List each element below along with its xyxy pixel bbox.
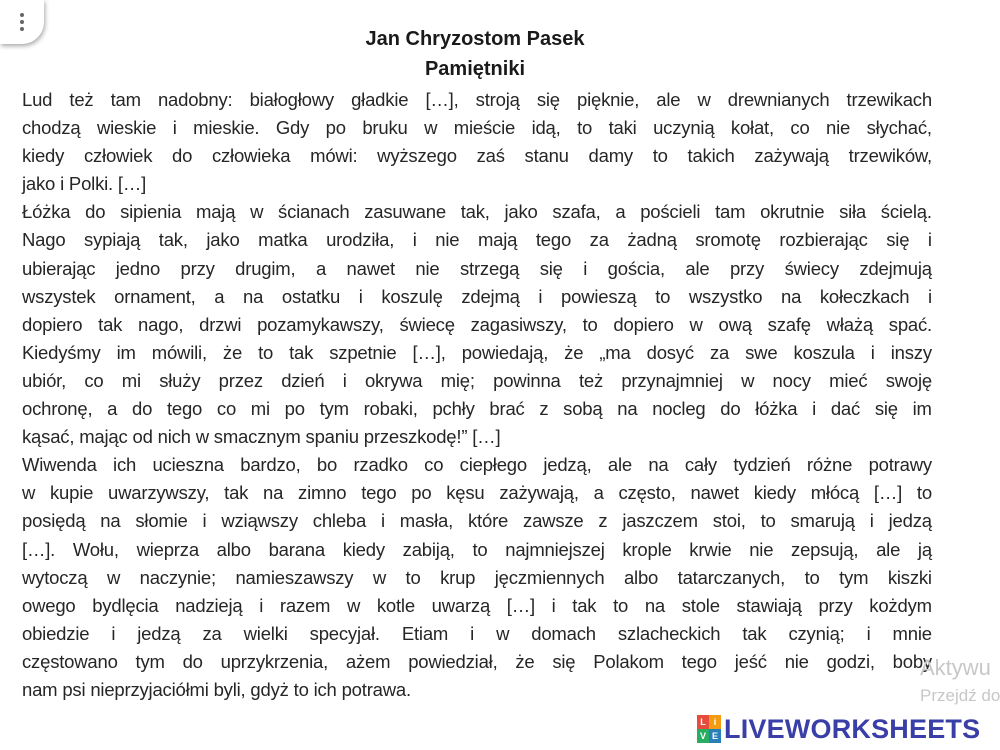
- text-line: w kupie uwarzywszy, tak na zimno tego po kęsu zażywają, a często, nawet kiedy młócą […] to: [22, 482, 932, 504]
- text-line: częstowano tym do uprzykrzenia, ażem powiedział, że się Polakom tego jeść nie godzi, boby: [22, 650, 932, 672]
- text-line: ubiór, co mi służy przez dzień i okrywa mię; powinna też przynajmniej w nocy mieć swoję: [22, 369, 932, 391]
- text-line: kąsać, mając od nich w smacznym spaniu przeszkodę!” […]: [22, 426, 501, 448]
- activation-watermark-line2: Przejdź do: [920, 686, 1000, 705]
- text-line: dopiero tak nago, drzwi pozamykawszy, świecę zagasiwszy, to dopiero w ową szafę włażą spać.: [22, 313, 932, 335]
- memoir-excerpt: [22, 86, 932, 704]
- text-line: Nago sypiają tak, jako matka urodziła, i nie mają tego za żadną sromotę rozbierając się i: [22, 229, 932, 251]
- text-line: owego bydlęcia nadzieją i razem w kotle uwarzą […] i tak to na stole stawiają przy kożdym: [22, 594, 932, 616]
- text-line: wszystek ornament, a na ostatku i koszulę zdejmą i powieszą to wszystko na kołeczkach i: [22, 285, 932, 307]
- text-line: ochronę, a do tego co mi po tym robaki, pchły brać z sobą na nocleg do łóżka i dać się im: [22, 398, 932, 420]
- logo-icon-tile: E: [709, 729, 721, 743]
- text-line: nam psi nieprzyjaciółmi byli, gdyż to ich potrawa.: [22, 678, 411, 700]
- author-heading: Jan Chryzostom Pasek: [365, 28, 585, 50]
- text-line: ubierając jedno przy drugim, a nawet nie strzegą się i gościa, ale przy świecy zdejmują: [22, 257, 932, 279]
- text-line: […]. Wołu, wieprza albo barana kiedy zabiją, to najmniejszej krople krwie nie zepsują, ale ją: [22, 538, 932, 560]
- text-line: wytoczą w naczynie; namieszawszy w to krup jęczmiennych albo tatarczanych, to tym kiszki: [22, 566, 932, 588]
- text-line: kiedy człowiek do człowieka mówi: wyższego zaś stanu damy to takich zażywają trzewików,: [22, 145, 932, 167]
- text-line: posiędą na słomie i wziąwszy chleba i masła, które zawsze z jaszczem stoi, to smarują i jedzą: [22, 510, 932, 532]
- text-line: obiedzie i jedzą za wielki specyjał. Etiam i w domach szlacheckich tak czynią; i mnie: [22, 622, 932, 644]
- activation-watermark-line1: Aktywu: [920, 655, 991, 680]
- text-line: Lud też tam nadobny: białogłowy gładkie […], stroją się pięknie, ale w drewnianych trzewikach: [22, 89, 932, 110]
- logo-icon-tile: i: [709, 715, 721, 729]
- work-title: Pamiętniki: [424, 58, 526, 80]
- text-line: Łóżka do sipienia mają w ścianach zasuwane tak, jako szafa, a pościeli tam okrutnie siła ścielą.: [22, 201, 932, 223]
- more-options-icon: [20, 13, 24, 17]
- text-line: jako i Polki. […]: [22, 173, 147, 195]
- text-line: Wiwenda ich ucieszna bardzo, bo rzadko co ciepłego jedzą, ale na cały tydzień różne potrawy: [22, 454, 932, 476]
- text-line: Kiedyśmy im mówili, że to tak szpetnie […], powiedają, że „ma dosyć za swe koszula i inszy: [22, 341, 932, 363]
- text-line: chodzą wieskie i mieskie. Gdy po bruku w mieście idą, to taki uczynią kołat, co nie słychać,: [22, 117, 932, 139]
- logo-icon-tile: V: [697, 729, 709, 743]
- liveworksheets-logo: [697, 714, 980, 744]
- liveworksheets-logo-text: LIVEWORKSHEETS: [724, 713, 981, 744]
- liveworksheets-logo-icon: [697, 715, 721, 743]
- logo-icon-tile: L: [697, 715, 709, 729]
